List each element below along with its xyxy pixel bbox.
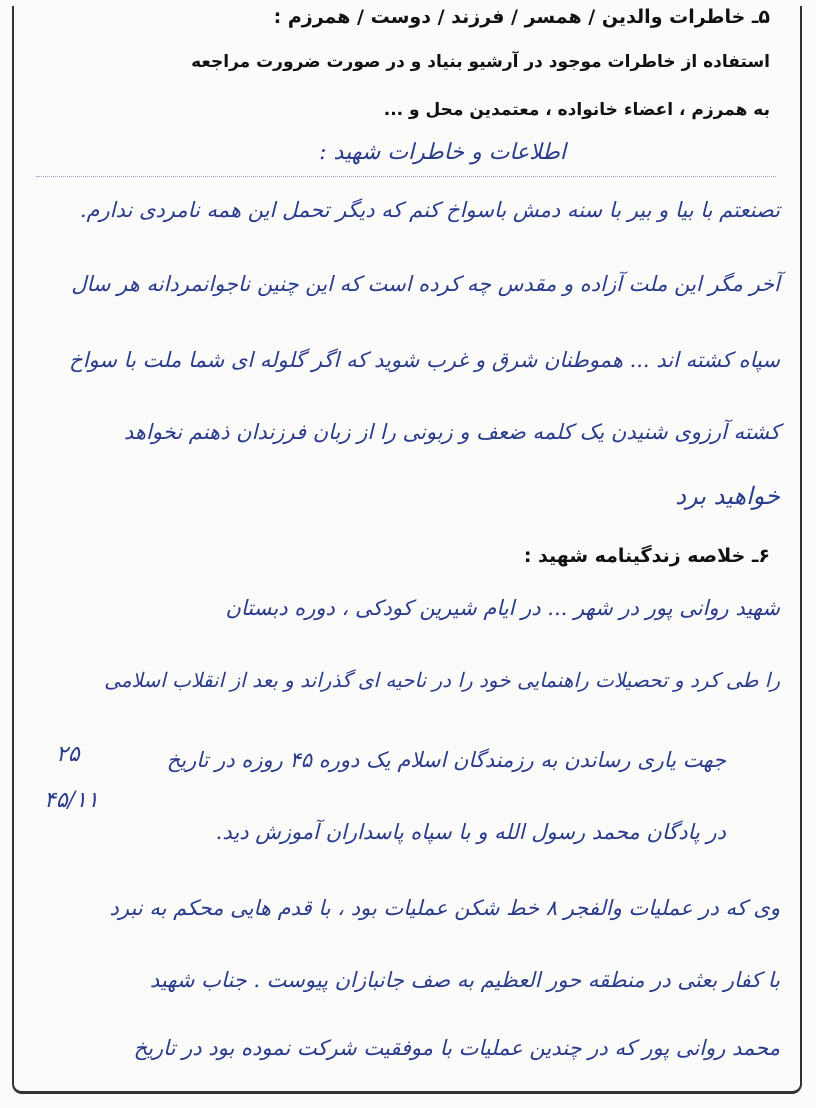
handwritten-line: اطلاعات و خاطرات شهید : [319, 140, 566, 165]
handwritten-line: وی که در عملیات والفجر ۸ خط شکن عملیات بود ، با قدم هایی محکم به نبرد [109, 896, 780, 920]
handwritten-line: کشته آرزوی شنیدن یک کلمه ضعف و زبونی را از زبان فرزندان ذهنم نخواهد [123, 420, 780, 444]
handwritten-line: جهت یاری رساندن به رزمندگان اسلام یک دوره ۴۵ روزه در تاریخ [166, 748, 726, 772]
writing-rule [36, 176, 776, 177]
margin-note-number: ۲۵ [56, 742, 80, 767]
section-6-heading: ۶ـ خلاصه زندگینامه شهید : [523, 545, 770, 567]
handwritten-line: آخر مگر این ملت آزاده و مقدس چه کرده است که این چنین ناجوانمردانه هر سال [71, 272, 780, 296]
handwritten-line: سپاه کشته اند ... هموطنان شرق و غرب شوید که اگر گلوله ای شما ملت با سواخ [69, 348, 780, 372]
section-5-instruction-line-1: استفاده از خاطرات موجود در آرشیو بنیاد و در صورت ضرورت مراجعه [191, 52, 770, 72]
handwritten-line: خواهید برد [675, 482, 780, 510]
margin-note-date: ۴۵/۱۱ [44, 788, 99, 813]
handwritten-line: در پادگان محمد رسول الله و با سپاه پاسداران آموزش دید. [215, 820, 726, 844]
handwritten-line: شهید روانی پور در شهر ... در ایام شیرین کودکی ، دوره دبستان [225, 596, 780, 620]
handwritten-line: با کفار بعثی در منطقه حور العظیم به صف جانبازان پیوست . جناب شهید [149, 968, 780, 992]
handwritten-line: محمد روانی پور که در چندین عملیات با موفقیت شرکت نموده بود در تاریخ [133, 1036, 780, 1060]
section-5-instruction-line-2: به همرزم ، اعضاء خانواده ، معتمدین محل و ... [383, 100, 770, 120]
handwritten-line: را طی کرد و تحصیلات راهنمایی خود را در ناحیه ای گذراند و بعد از انقلاب اسلامی [104, 668, 780, 692]
handwritten-line: تصنعتم با بیا و بیر با سنه دمش باسواخ کنم که دیگر تحمل این همه نامردی ندارم. [79, 198, 780, 222]
section-5-heading: ۵ـ خاطرات والدین / همسر / فرزند / دوست / همرزم : [273, 6, 770, 28]
